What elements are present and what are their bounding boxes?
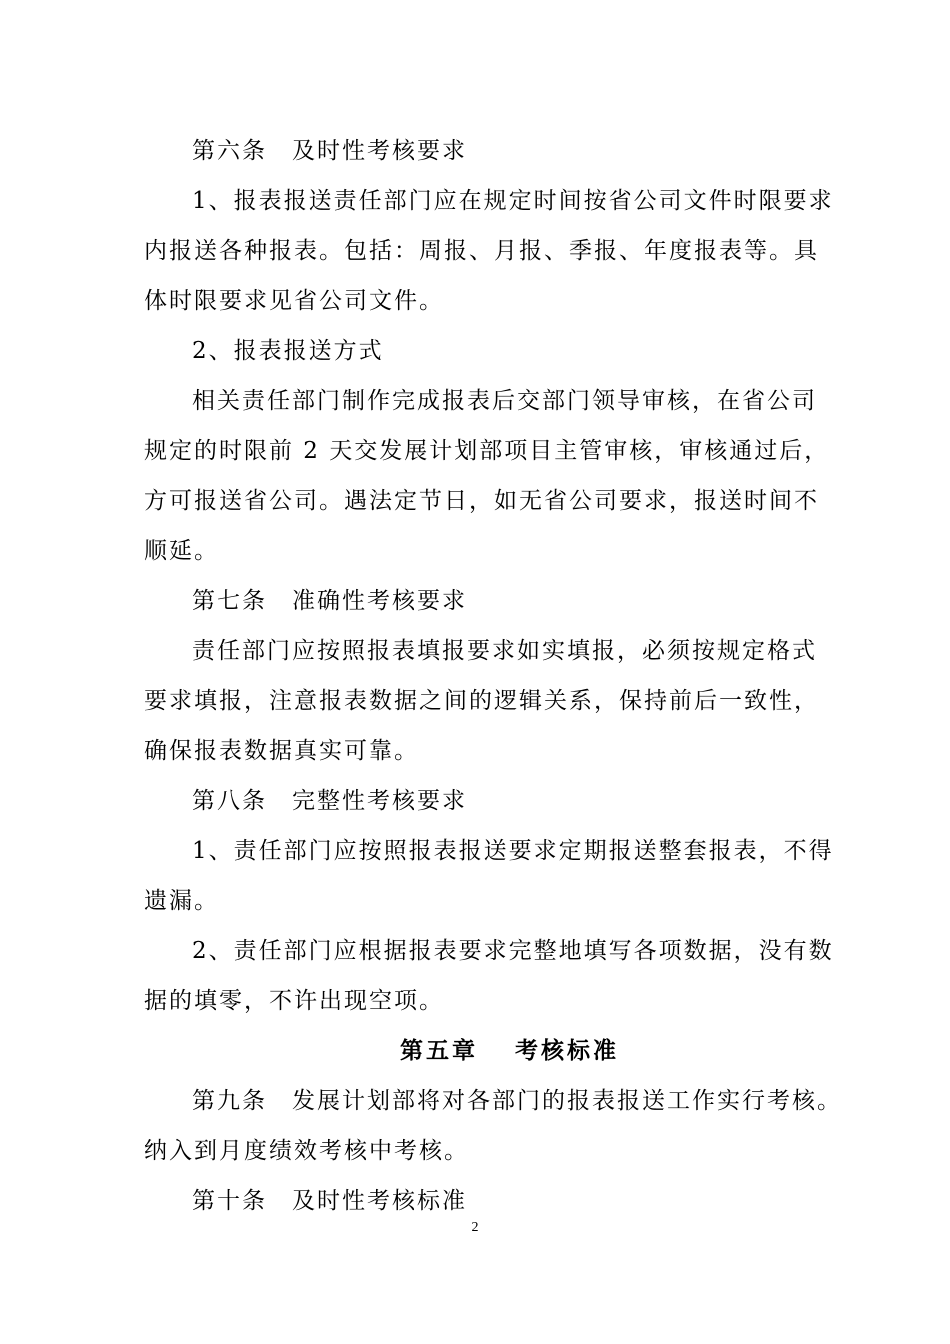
paragraph-line: 方可报送省公司。遇法定节日，如无省公司要求，报送时间不 — [144, 488, 819, 514]
paragraph-line: 2、报表报送方式 — [192, 338, 384, 364]
article-9-text: 第九条 发展计划部将对各部门的报表报送工作实行考核。 — [192, 1088, 842, 1114]
article-7-title: 第七条 准确性考核要求 — [192, 588, 467, 614]
paragraph-line: 顺延。 — [144, 538, 219, 564]
paragraph-line: 相关责任部门制作完成报表后交部门领导审核，在省公司 — [192, 388, 817, 414]
paragraph-line: 要求填报，注意报表数据之间的逻辑关系，保持前后一致性， — [144, 688, 819, 714]
paragraph-line: 责任部门应按照报表填报要求如实填报，必须按规定格式 — [192, 638, 817, 664]
paragraph-line: 据的填零，不许出现空项。 — [144, 988, 444, 1014]
chapter-5-heading: 第五章 考核标准 — [400, 1037, 620, 1064]
paragraph-line: 2、责任部门应根据报表要求完整地填写各项数据，没有数 — [192, 938, 834, 964]
paragraph-line: 内报送各种报表。包括：周报、月报、季报、年度报表等。具 — [144, 238, 819, 264]
article-6-title: 第六条 及时性考核要求 — [192, 138, 467, 164]
article-10-title: 第十条 及时性考核标准 — [192, 1188, 467, 1214]
page-number: 2 — [471, 1220, 479, 1235]
paragraph-line: 1、责任部门应按照报表报送要求定期报送整套报表，不得 — [192, 838, 834, 864]
paragraph-line: 体时限要求见省公司文件。 — [144, 288, 444, 314]
paragraph-line: 确保报表数据真实可靠。 — [144, 738, 419, 764]
paragraph-line: 纳入到月度绩效考核中考核。 — [144, 1138, 469, 1164]
paragraph-line: 1、报表报送责任部门应在规定时间按省公司文件时限要求 — [192, 188, 834, 214]
paragraph-line: 规定的时限前 2 天交发展计划部项目主管审核，审核通过后， — [144, 438, 830, 464]
article-8-title: 第八条 完整性考核要求 — [192, 788, 467, 814]
paragraph-line: 遗漏。 — [144, 888, 219, 914]
